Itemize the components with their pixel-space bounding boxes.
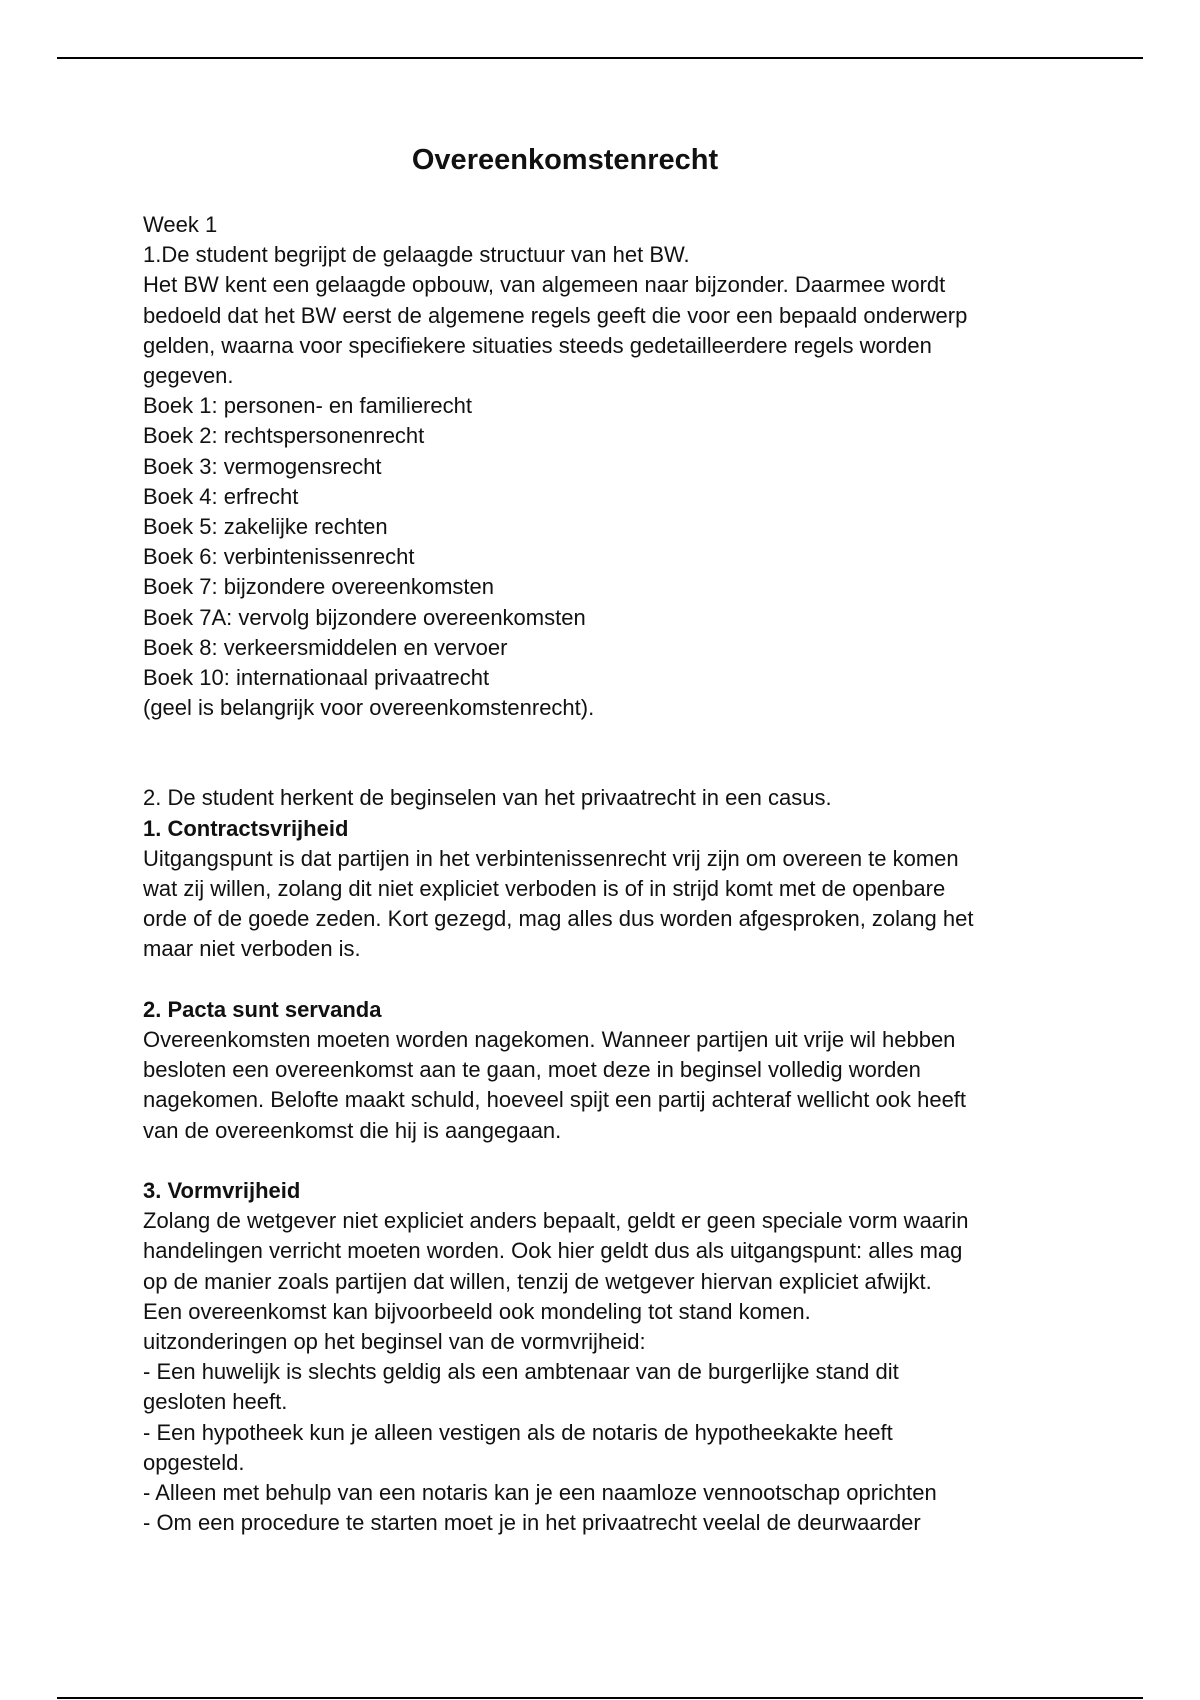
intro-line: Het BW kent een gelaagde opbouw, van algemeen naar bijzonder. Daarmee wordt [143, 272, 946, 298]
book-item: Boek 5: zakelijke rechten [143, 514, 388, 540]
spacer [143, 1146, 1093, 1176]
principle-heading-pacta-sunt-servanda: 2. Pacta sunt servanda [143, 996, 382, 1022]
book-item: Boek 2: rechtspersonenrecht [143, 423, 425, 449]
principle-line: - Alleen met behulp van een notaris kan je een naamloze vennootschap oprichten [143, 1480, 937, 1506]
principle-line: Uitgangspunt is dat partijen in het verbintenissenrecht vrij zijn om overeen te komen [143, 845, 959, 871]
learning-goal-2: 2. De student herkent de beginselen van het privaatrecht in een casus. [143, 785, 832, 811]
book-item: Boek 4: erfrecht [143, 483, 299, 509]
intro-line: gegeven. [143, 363, 234, 389]
book-item: Boek 7: bijzondere overeenkomsten [143, 574, 494, 600]
principle-line: wat zij willen, zolang dit niet expliciet verboden is of in strijd komt met de openbare [143, 876, 946, 902]
principle-line: Een overeenkomst kan bijvoorbeeld ook mondeling tot stand komen. [143, 1298, 811, 1324]
spacer [143, 723, 1093, 783]
books-note: (geel is belangrijk voor overeenkomstenrecht). [143, 695, 595, 721]
principle-line: Zolang de wetgever niet expliciet anders bepaalt, geldt er geen speciale vorm waarin [143, 1208, 969, 1234]
week-label: Week 1 [143, 212, 218, 237]
book-item: Boek 7A: vervolg bijzondere overeenkomsten [143, 604, 586, 630]
intro-line: gelden, waarna voor specifiekere situaties steeds gedetailleerdere regels worden [143, 332, 932, 358]
principle-line: - Een hypotheek kun je alleen vestigen als de notaris de hypotheekakte heeft [143, 1419, 893, 1445]
book-item: Boek 8: verkeersmiddelen en vervoer [143, 634, 508, 660]
top-rule [57, 57, 1143, 59]
book-item: Boek 3: vermogensrecht [143, 453, 382, 479]
principle-line: orde of de goede zeden. Kort gezegd, mag alles dus worden afgesproken, zolang het [143, 906, 974, 932]
book-item: Boek 6: verbintenissenrecht [143, 544, 415, 570]
principle-line: opgesteld. [143, 1449, 245, 1475]
learning-goal-1: 1.De student begrijpt de gelaagde structuur van het BW. [143, 242, 690, 268]
bottom-rule [57, 1697, 1143, 1699]
intro-line: bedoeld dat het BW eerst de algemene regels geeft die voor een bepaald onderwerp [143, 302, 968, 328]
principle-line: nagekomen. Belofte maakt schuld, hoeveel spijt een partij achteraf wellicht ook heeft [143, 1087, 967, 1113]
principle-line: Overeenkomsten moeten worden nagekomen. Wanneer partijen uit vrije wil hebben [143, 1027, 956, 1053]
principle-heading-vormvrijheid: 3. Vormvrijheid [143, 1178, 301, 1204]
book-item: Boek 1: personen- en familierecht [143, 393, 472, 419]
principle-line: uitzonderingen op het beginsel van de vormvrijheid: [143, 1329, 646, 1355]
principle-line: maar niet verboden is. [143, 936, 361, 962]
principle-line: besloten een overeenkomst aan te gaan, moet deze in beginsel volledig worden [143, 1057, 921, 1083]
document-body [143, 210, 1093, 1539]
principle-line: gesloten heeft. [143, 1389, 288, 1415]
page-title: Overeenkomstenrecht [411, 144, 719, 176]
principle-heading-contractsvrijheid: 1. Contractsvrijheid [143, 815, 349, 841]
spacer [143, 965, 1093, 995]
principle-line: - Om een procedure te starten moet je in het privaatrecht veelal de deurwaarder [143, 1510, 921, 1536]
principle-line: van de overeenkomst die hij is aangegaan. [143, 1117, 562, 1143]
principle-line: - Een huwelijk is slechts geldig als een ambtenaar van de burgerlijke stand dit [143, 1359, 899, 1385]
principle-line: handelingen verricht moeten worden. Ook hier geldt dus als uitgangspunt: alles mag [143, 1238, 963, 1264]
book-item: Boek 10: internationaal privaatrecht [143, 665, 490, 691]
principle-line: op de manier zoals partijen dat willen, tenzij de wetgever hiervan expliciet afwijkt. [143, 1268, 932, 1294]
